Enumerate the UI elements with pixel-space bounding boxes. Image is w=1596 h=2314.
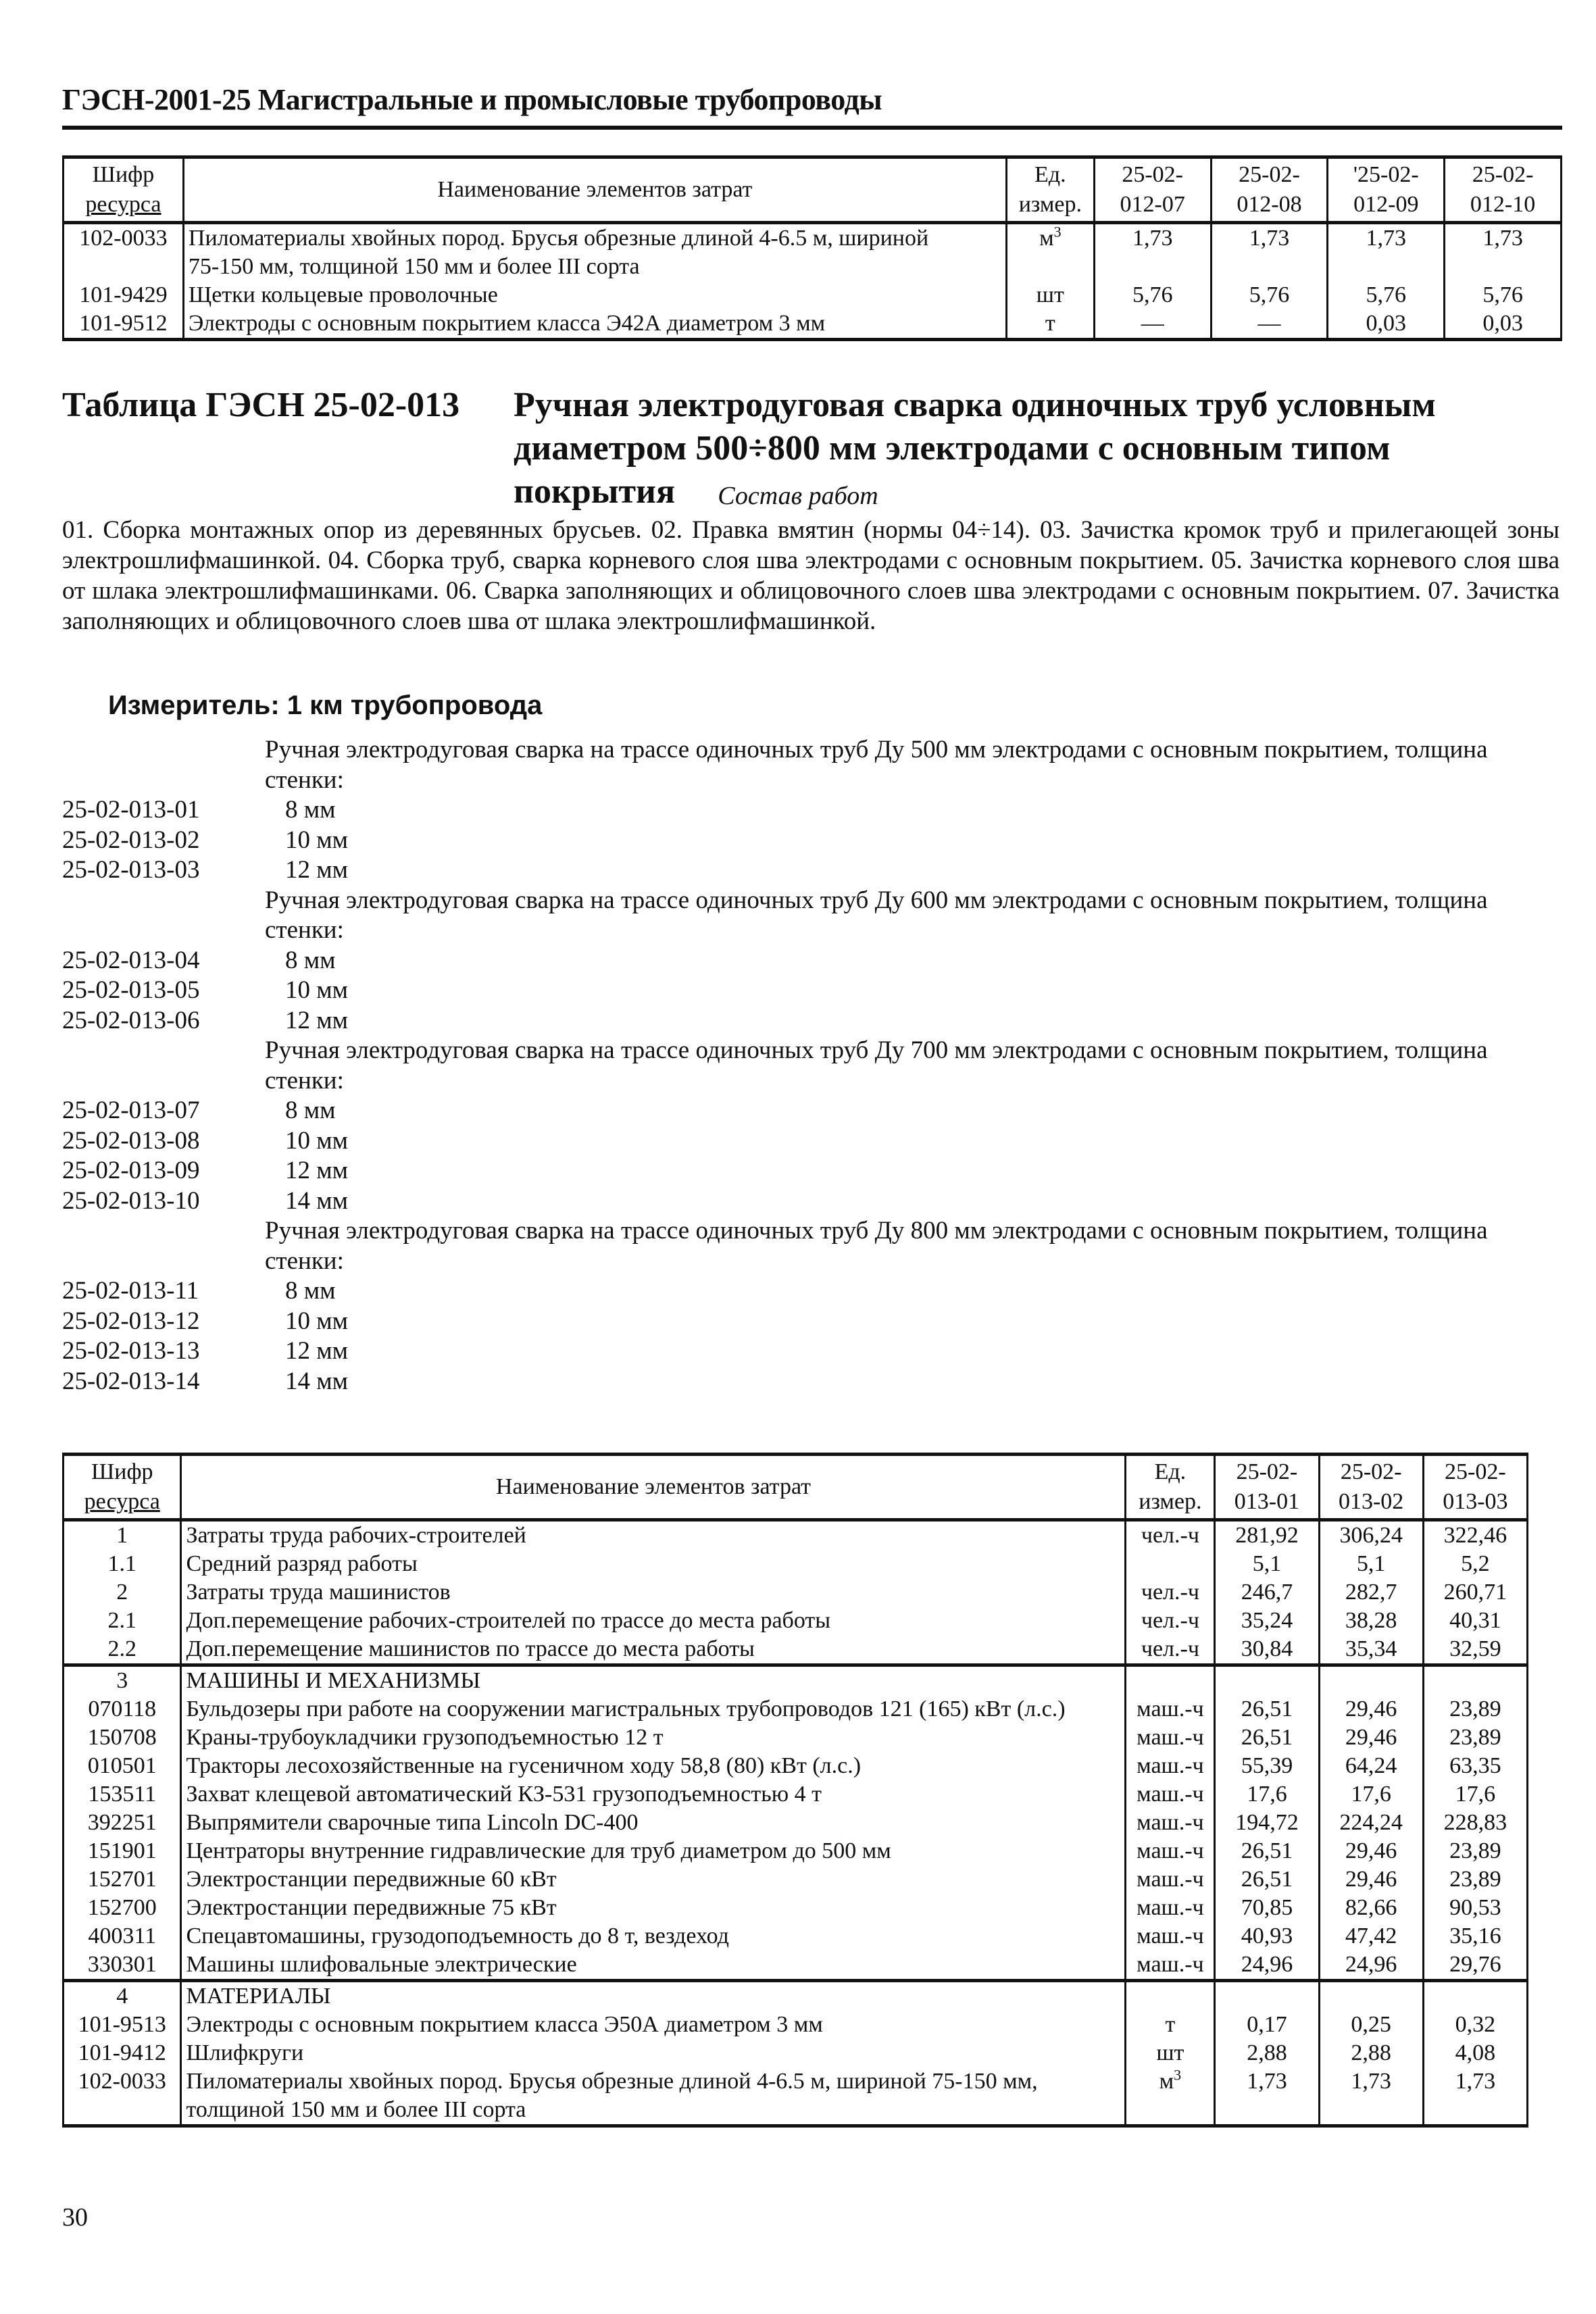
resource-name: Бульдозеры при работе на сооружении магистральных трубопроводов 121 (165) кВт (л.с.) <box>181 1695 1126 1724</box>
wall-thickness: 12 мм <box>285 1006 349 1034</box>
value-cell: 26,51 <box>1215 1837 1319 1865</box>
norm-code: 25-02-013-07 <box>62 1097 200 1124</box>
wall-thickness: 10 мм <box>285 826 349 854</box>
resource-name: Электроды с основным покрытием класса Э42А диаметром 3 мм <box>183 309 1006 340</box>
section-row <box>64 1665 1528 1696</box>
table-row <box>64 253 1562 281</box>
norm-group-description: Ручная электродуговая сварка на трассе одиночных труб Ду 800 мм электродами с основным покрытием, толщина стенки: <box>265 1217 1488 1275</box>
measure-unit: Измеритель: 1 км трубопровода <box>108 690 543 720</box>
table-row <box>64 1809 1528 1837</box>
norm-item <box>62 826 1562 856</box>
table-row <box>64 309 1562 340</box>
resource-name: МАШИНЫ И МЕХАНИЗМЫ <box>181 1665 1126 1696</box>
wall-thickness: 8 мм <box>285 1277 336 1305</box>
value-cell: 47,42 <box>1319 1922 1423 1951</box>
value-cell: 30,84 <box>1215 1635 1319 1665</box>
norm-item <box>62 1336 1562 1367</box>
norm-item <box>62 976 1562 1006</box>
value-cell: 4,08 <box>1423 2039 1527 2067</box>
resource-code: 1 <box>64 1520 181 1551</box>
norm-code: 25-02-013-10 <box>62 1186 200 1215</box>
resource-code: 101-9512 <box>64 309 184 340</box>
resource-code: 102-0033 <box>64 223 184 253</box>
value-cell: 23,89 <box>1423 1724 1527 1752</box>
resource-name: Захват клещевой автоматический КЗ-531 грузоподъемностью 4 т <box>181 1780 1126 1809</box>
header-unit: Ед. измер. <box>1126 1455 1215 1520</box>
wall-thickness: 10 мм <box>285 976 349 1004</box>
resource-name: Затраты труда машинистов <box>181 1578 1126 1607</box>
resource-name: Тракторы лесохозяйственные на гусеничном ходу 58,8 (80) кВт (л.с.) <box>181 1752 1126 1780</box>
value-cell <box>1328 253 1445 281</box>
header-col: '25-02- 012-09 <box>1328 157 1445 223</box>
header-col: 25-02- 012-08 <box>1211 157 1328 223</box>
norm-item <box>62 795 1562 826</box>
value-cell: 194,72 <box>1215 1809 1319 1837</box>
value-cell: 282,7 <box>1319 1578 1423 1607</box>
value-cell: 35,16 <box>1423 1922 1527 1951</box>
work-composition-label: Состав работ <box>718 482 878 510</box>
value-cell: 1,73 <box>1094 223 1211 253</box>
norm-group <box>62 1216 1562 1397</box>
resource-code: 151901 <box>64 1837 181 1865</box>
value-cell: 63,35 <box>1423 1752 1527 1780</box>
norm-code: 25-02-013-04 <box>62 946 200 974</box>
resource-code: 152701 <box>64 1865 181 1894</box>
table-row <box>64 1922 1528 1951</box>
value-cell <box>1215 1981 1319 2011</box>
value-cell: 0,32 <box>1423 2011 1527 2039</box>
value-cell: 0,03 <box>1445 309 1562 340</box>
table-row <box>64 281 1562 309</box>
resource-code: 101-9412 <box>64 2039 181 2067</box>
unit-cell <box>1126 2039 1215 2067</box>
value-cell: 0,25 <box>1319 2011 1423 2039</box>
value-cell: 64,24 <box>1319 1752 1423 1780</box>
unit-text: маш.-ч <box>1137 1923 1204 1948</box>
resource-name: Средний разряд работы <box>181 1550 1126 1578</box>
value-cell: 29,46 <box>1319 1695 1423 1724</box>
header-code: Шифр ресурса <box>64 1455 181 1520</box>
table-row <box>64 1894 1528 1922</box>
value-cell: 17,6 <box>1215 1780 1319 1809</box>
unit-superscript: 3 <box>1174 2066 1182 2084</box>
unit-cell <box>1006 309 1094 340</box>
unit-text: маш.-ч <box>1137 1952 1204 1977</box>
value-cell: 1,73 <box>1319 2067 1423 2126</box>
value-cell: 1,73 <box>1211 223 1328 253</box>
norm-list <box>62 735 1562 1397</box>
unit-cell <box>1006 281 1094 309</box>
wall-thickness: 10 мм <box>285 1126 349 1155</box>
value-cell: 306,24 <box>1319 1520 1423 1551</box>
main-cost-table <box>62 1453 1528 2128</box>
value-cell: 35,24 <box>1215 1607 1319 1635</box>
table-row <box>64 1550 1528 1578</box>
value-cell: 260,71 <box>1423 1578 1527 1607</box>
norm-group-description: Ручная электродуговая сварка на трассе одиночных труб Ду 500 мм электродами с основным покрытием, толщина стенки: <box>265 736 1488 794</box>
table-row <box>64 2067 1528 2126</box>
value-cell: 1,73 <box>1423 2067 1527 2126</box>
value-cell: 70,85 <box>1215 1894 1319 1922</box>
value-cell <box>1094 253 1211 281</box>
value-cell: 224,24 <box>1319 1809 1423 1837</box>
norm-code: 25-02-013-03 <box>62 856 200 884</box>
value-cell: 0,17 <box>1215 2011 1319 2039</box>
unit-text: маш.-ч <box>1137 1696 1204 1721</box>
unit-cell <box>1126 2011 1215 2039</box>
unit-text: маш.-ч <box>1137 1867 1204 1892</box>
unit-cell <box>1126 1607 1215 1635</box>
resource-name: Пиломатериалы хвойных пород. Брусья обрезные длиной 4-6.5 м, шириной <box>183 223 1006 253</box>
norm-code: 25-02-013-08 <box>62 1126 200 1155</box>
value-cell: 228,83 <box>1423 1809 1527 1837</box>
norm-item <box>62 1307 1562 1337</box>
norm-group-description: Ручная электродуговая сварка на трассе одиночных труб Ду 600 мм электродами с основным покрытием, толщина стенки: <box>265 886 1488 944</box>
unit-text: м <box>1039 226 1054 251</box>
table-row <box>64 1578 1528 1607</box>
resource-code: 152700 <box>64 1894 181 1922</box>
unit-text: т <box>1045 311 1055 336</box>
value-cell: 82,66 <box>1319 1894 1423 1922</box>
norm-code: 25-02-013-14 <box>62 1367 200 1395</box>
resource-name: МАТЕРИАЛЫ <box>181 1981 1126 2011</box>
resource-name: Машины шлифовальные электрические <box>181 1951 1126 1981</box>
table-row <box>64 1520 1528 1551</box>
unit-text: маш.-ч <box>1137 1895 1204 1920</box>
unit-cell <box>1126 1665 1215 1696</box>
wall-thickness: 8 мм <box>285 946 336 974</box>
value-cell: 1,73 <box>1215 2067 1319 2126</box>
resource-name: Щетки кольцевые проволочные <box>183 281 1006 309</box>
norm-code: 25-02-013-05 <box>62 976 200 1004</box>
wall-thickness: 14 мм <box>285 1367 349 1395</box>
resource-name: Краны-трубоукладчики грузоподъемностью 12 т <box>181 1724 1126 1752</box>
wall-thickness: 8 мм <box>285 1097 336 1124</box>
value-cell: 2,88 <box>1319 2039 1423 2067</box>
norm-group-description: Ручная электродуговая сварка на трассе одиночных труб Ду 700 мм электродами с основным покрытием, толщина стенки: <box>265 1036 1488 1095</box>
norm-item <box>62 946 1562 976</box>
unit-cell <box>1126 1695 1215 1724</box>
unit-superscript: 3 <box>1053 223 1062 241</box>
value-cell: 38,28 <box>1319 1607 1423 1635</box>
page-header: ГЭСН-2001-25 Магистральные и промысловые трубопроводы <box>62 81 1562 130</box>
value-cell: 23,89 <box>1423 1837 1527 1865</box>
table-row <box>64 1780 1528 1809</box>
value-cell <box>1211 253 1328 281</box>
value-cell: 23,89 <box>1423 1695 1527 1724</box>
unit-text: м <box>1159 2069 1174 2094</box>
resource-code: 101-9513 <box>64 2011 181 2039</box>
value-cell: 40,93 <box>1215 1922 1319 1951</box>
unit-cell <box>1126 1922 1215 1951</box>
table-row <box>64 223 1562 253</box>
table-caption: Ручная электродуговая сварка одиночных труб условным диаметром 500÷800 мм электродами с основным типом покрытия <box>514 386 1436 511</box>
table-row <box>64 2039 1528 2067</box>
norm-code: 25-02-013-06 <box>62 1006 200 1034</box>
header-col: 25-02- 012-10 <box>1445 157 1562 223</box>
value-cell: 90,53 <box>1423 1894 1527 1922</box>
header-unit: Ед. измер. <box>1006 157 1094 223</box>
resource-code: 070118 <box>64 1695 181 1724</box>
value-cell <box>1215 1665 1319 1696</box>
value-cell: 1,73 <box>1328 223 1445 253</box>
table-row <box>64 1724 1528 1752</box>
page-number: 30 <box>62 2203 88 2232</box>
unit-cell <box>1126 1578 1215 1607</box>
wall-thickness: 8 мм <box>285 796 336 824</box>
unit-text: шт <box>1156 2040 1184 2065</box>
value-cell: 29,46 <box>1319 1865 1423 1894</box>
header-col: 25-02- 013-03 <box>1423 1455 1527 1520</box>
value-cell: 281,92 <box>1215 1520 1319 1551</box>
table-row <box>64 1951 1528 1981</box>
unit-cell <box>1126 1635 1215 1665</box>
unit-cell <box>1126 1780 1215 1809</box>
value-cell <box>1423 1665 1527 1696</box>
norm-item <box>62 1156 1562 1186</box>
table-row <box>64 1607 1528 1635</box>
table-row <box>64 1635 1528 1665</box>
value-cell: 26,51 <box>1215 1865 1319 1894</box>
table-row <box>64 1865 1528 1894</box>
header-name: Наименование элементов затрат <box>181 1455 1126 1520</box>
resource-code: 392251 <box>64 1809 181 1837</box>
resource-name: Центраторы внутренние гидравлические для труб диаметром до 500 мм <box>181 1837 1126 1865</box>
resource-code <box>64 253 184 281</box>
wall-thickness: 14 мм <box>285 1186 349 1215</box>
unit-cell <box>1126 1865 1215 1894</box>
value-cell <box>1319 1665 1423 1696</box>
header-code: Шифр ресурса <box>64 157 184 223</box>
unit-text: маш.-ч <box>1137 1782 1204 1807</box>
wall-thickness: 10 мм <box>285 1307 349 1335</box>
value-cell: 1,73 <box>1445 223 1562 253</box>
resource-name: Электроды с основным покрытием класса Э50А диаметром 3 мм <box>181 2011 1126 2039</box>
resource-code: 150708 <box>64 1724 181 1752</box>
value-cell: 2,88 <box>1215 2039 1319 2067</box>
work-composition-text: 01. Сборка монтажных опор из деревянных брусьев. 02. Правка вмятин (нормы 04÷14). 03. Зачистка кромок труб и прилегающей зоны электрошлифмашинкой. 04. Сборка труб, сварка корневого слоя шва электродами с основным покрытием. 05. Зачистка корневого слоя шва от шлака электрошлифмашинками. 06. Сварка заполняющих и облицовочного слоев шва электродами с основным покрытием. 07. Зачистка заполняющих и облицовочного слоев шва от шлака электрошлифмашинкой. <box>62 516 1560 635</box>
table-row <box>64 1752 1528 1780</box>
unit-text: маш.-ч <box>1137 1838 1204 1863</box>
resource-code: 400311 <box>64 1922 181 1951</box>
table-title: Таблица ГЭСН 25-02-013 <box>62 386 460 424</box>
value-cell: 0,03 <box>1328 309 1445 340</box>
resource-code: 010501 <box>64 1752 181 1780</box>
resource-name: Электростанции передвижные 60 кВт <box>181 1865 1126 1894</box>
resource-code: 101-9429 <box>64 281 184 309</box>
norm-item <box>62 1126 1562 1157</box>
resource-name: Затраты труда рабочих-строителей <box>181 1520 1126 1551</box>
resource-name: 75-150 мм, толщиной 150 мм и более III сорта <box>183 253 1006 281</box>
wall-thickness: 12 мм <box>285 1337 349 1365</box>
norm-code: 25-02-013-01 <box>62 796 200 824</box>
unit-text: маш.-ч <box>1137 1725 1204 1750</box>
unit-text: шт <box>1036 282 1064 307</box>
value-cell: 5,1 <box>1215 1550 1319 1578</box>
norm-code: 25-02-013-13 <box>62 1337 200 1365</box>
value-cell: 29,46 <box>1319 1837 1423 1865</box>
resource-name: Пиломатериалы хвойных пород. Брусья обрезные длиной 4-6.5 м, шириной 75-150 мм, толщиной 150 мм и более III сорта <box>181 2067 1126 2126</box>
header-col: 25-02- 013-02 <box>1319 1455 1423 1520</box>
wall-thickness: 12 мм <box>285 856 349 884</box>
norm-code: 25-02-013-12 <box>62 1307 200 1335</box>
value-cell: 17,6 <box>1423 1780 1527 1809</box>
value-cell: 24,96 <box>1319 1951 1423 1981</box>
unit-cell <box>1006 253 1094 281</box>
resource-name: Шлифкруги <box>181 2039 1126 2067</box>
value-cell: 35,34 <box>1319 1635 1423 1665</box>
unit-cell <box>1126 1981 1215 2011</box>
value-cell: 32,59 <box>1423 1635 1527 1665</box>
value-cell: 5,2 <box>1423 1550 1527 1578</box>
value-cell: 5,1 <box>1319 1550 1423 1578</box>
header-name: Наименование элементов затрат <box>183 157 1006 223</box>
norm-item <box>62 1276 1562 1307</box>
unit-cell <box>1126 2067 1215 2126</box>
value-cell: 26,51 <box>1215 1695 1319 1724</box>
value-cell <box>1445 253 1562 281</box>
resource-code: 102-0033 <box>64 2067 181 2126</box>
norm-group <box>62 886 1562 1036</box>
norm-code: 25-02-013-02 <box>62 826 200 854</box>
header-col: 25-02- 012-07 <box>1094 157 1211 223</box>
resource-name: Выпрямители сварочные типа Lincoln DC-400 <box>181 1809 1126 1837</box>
unit-cell <box>1126 1752 1215 1780</box>
norm-group <box>62 1036 1562 1216</box>
resource-code: 330301 <box>64 1951 181 1981</box>
value-cell: 40,31 <box>1423 1607 1527 1635</box>
unit-cell <box>1126 1520 1215 1551</box>
value-cell: 17,6 <box>1319 1780 1423 1809</box>
value-cell: — <box>1211 309 1328 340</box>
unit-cell <box>1126 1724 1215 1752</box>
norm-item <box>62 1186 1562 1217</box>
unit-cell <box>1126 1809 1215 1837</box>
resource-code: 2 <box>64 1578 181 1607</box>
norm-item <box>62 1006 1562 1036</box>
value-cell: 5,76 <box>1094 281 1211 309</box>
value-cell: 5,76 <box>1211 281 1328 309</box>
unit-text: чел.-ч <box>1141 1580 1199 1605</box>
value-cell: 29,46 <box>1319 1724 1423 1752</box>
unit-cell <box>1126 1550 1215 1578</box>
unit-text: т <box>1165 2012 1176 2037</box>
resource-code: 1.1 <box>64 1550 181 1578</box>
norm-code: 25-02-013-09 <box>62 1157 200 1184</box>
value-cell: 322,46 <box>1423 1520 1527 1551</box>
resource-code: 153511 <box>64 1780 181 1809</box>
resource-code: 3 <box>64 1665 181 1696</box>
value-cell <box>1423 1981 1527 2011</box>
value-cell: 23,89 <box>1423 1865 1527 1894</box>
value-cell: 24,96 <box>1215 1951 1319 1981</box>
header-col: 25-02- 013-01 <box>1215 1455 1319 1520</box>
top-cost-table <box>62 155 1562 341</box>
value-cell: 5,76 <box>1445 281 1562 309</box>
norm-code: 25-02-013-11 <box>62 1277 199 1305</box>
norm-item <box>62 855 1562 886</box>
table-row <box>64 1837 1528 1865</box>
unit-text: чел.-ч <box>1141 1608 1199 1633</box>
resource-code: 2.1 <box>64 1607 181 1635</box>
value-cell: 246,7 <box>1215 1578 1319 1607</box>
unit-text: чел.-ч <box>1141 1636 1199 1661</box>
unit-text: маш.-ч <box>1137 1753 1204 1778</box>
section-row <box>64 1981 1528 2011</box>
resource-name: Электростанции передвижные 75 кВт <box>181 1894 1126 1922</box>
resource-name: Доп.перемещение рабочих-строителей по трассе до места работы <box>181 1607 1126 1635</box>
value-cell: 55,39 <box>1215 1752 1319 1780</box>
value-cell: 5,76 <box>1328 281 1445 309</box>
resource-name: Спецавтомашины, грузодоподъемность до 8 т, вездеход <box>181 1922 1126 1951</box>
norm-item <box>62 1096 1562 1126</box>
value-cell: 29,76 <box>1423 1951 1527 1981</box>
table-row <box>64 1695 1528 1724</box>
table-row <box>64 2011 1528 2039</box>
unit-text: чел.-ч <box>1141 1523 1199 1548</box>
resource-code: 4 <box>64 1981 181 2011</box>
resource-name: Доп.перемещение машинистов по трассе до места работы <box>181 1635 1126 1665</box>
norm-item <box>62 1367 1562 1397</box>
resource-code: 2.2 <box>64 1635 181 1665</box>
wall-thickness: 12 мм <box>285 1157 349 1184</box>
unit-text: маш.-ч <box>1137 1810 1204 1835</box>
unit-cell <box>1126 1894 1215 1922</box>
unit-cell <box>1126 1951 1215 1981</box>
value-cell <box>1319 1981 1423 2011</box>
unit-cell <box>1006 223 1094 253</box>
value-cell: — <box>1094 309 1211 340</box>
unit-cell <box>1126 1837 1215 1865</box>
norm-group <box>62 735 1562 886</box>
value-cell: 26,51 <box>1215 1724 1319 1752</box>
